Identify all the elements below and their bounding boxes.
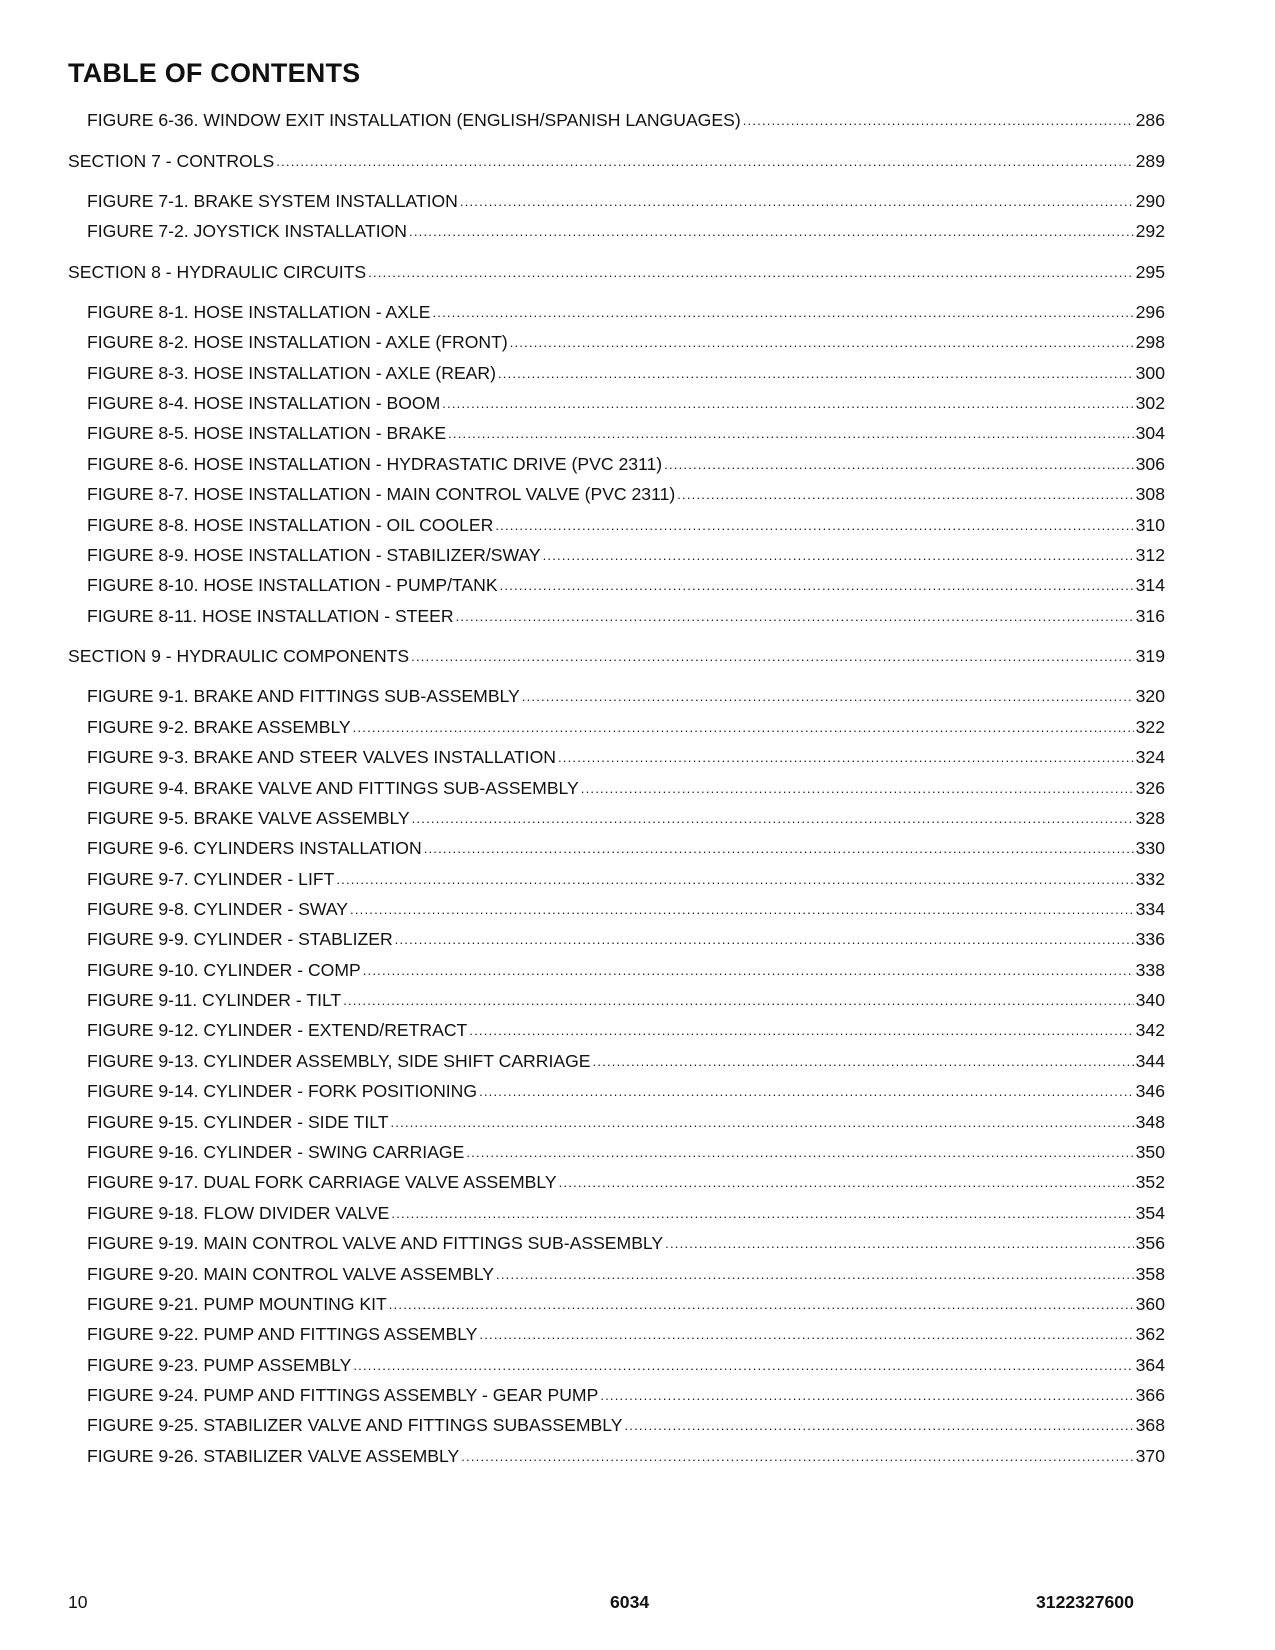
toc-dot-leader bbox=[363, 959, 1134, 983]
toc-entry-title[interactable]: FIGURE 7-1. BRAKE SYSTEM INSTALLATION bbox=[87, 191, 458, 211]
toc-dot-leader bbox=[466, 1141, 1133, 1165]
toc-entry-title[interactable]: FIGURE 9-16. CYLINDER - SWING CARRIAGE bbox=[87, 1142, 465, 1162]
toc-dot-leader bbox=[743, 109, 1134, 133]
toc-entry-title[interactable]: FIGURE 9-13. CYLINDER ASSEMBLY, SIDE SHIFT CARRIAGE bbox=[87, 1051, 591, 1071]
toc-entry-page-number[interactable]: 342 bbox=[1135, 1020, 1165, 1040]
toc-entry-title[interactable]: FIGURE 9-11. CYLINDER - TILT bbox=[87, 990, 342, 1010]
toc-figure-entry[interactable] bbox=[87, 330, 1165, 354]
toc-figure-entry[interactable] bbox=[87, 219, 1165, 243]
toc-entry-title[interactable]: FIGURE 9-7. CYLINDER - LIFT bbox=[87, 869, 335, 889]
toc-entry-page-number[interactable]: 304 bbox=[1135, 423, 1165, 443]
toc-dot-leader bbox=[469, 1019, 1133, 1043]
toc-entry-title[interactable]: FIGURE 8-10. HOSE INSTALLATION - PUMP/TANK bbox=[87, 575, 498, 595]
toc-dot-leader bbox=[461, 1445, 1133, 1469]
toc-figure-entry[interactable] bbox=[87, 604, 1165, 628]
toc-entry-title[interactable]: FIGURE 9-5. BRAKE VALVE ASSEMBLY bbox=[87, 808, 410, 828]
toc-dot-leader bbox=[390, 1111, 1133, 1135]
toc-entry-title[interactable]: FIGURE 8-4. HOSE INSTALLATION - BOOM bbox=[87, 393, 441, 413]
toc-entry-title[interactable]: FIGURE 6-36. WINDOW EXIT INSTALLATION (ENGLISH/SPANISH LANGUAGES) bbox=[87, 110, 741, 130]
toc-entry-title[interactable]: FIGURE 8-3. HOSE INSTALLATION - AXLE (REAR) bbox=[87, 363, 496, 383]
toc-entry-page-number[interactable]: 298 bbox=[1135, 332, 1165, 352]
toc-entry-page-number[interactable]: 352 bbox=[1135, 1172, 1165, 1192]
toc-entry-page-number[interactable]: 314 bbox=[1135, 575, 1165, 595]
toc-figure-entry[interactable] bbox=[87, 1170, 1165, 1194]
toc-figure-entry[interactable] bbox=[87, 482, 1165, 506]
toc-entry-page-number[interactable]: 302 bbox=[1135, 393, 1165, 413]
toc-figure-entry[interactable] bbox=[87, 836, 1165, 860]
toc-entry-page-number[interactable]: 295 bbox=[1135, 262, 1165, 282]
toc-entry-title[interactable]: FIGURE 9-8. CYLINDER - SWAY bbox=[87, 899, 349, 919]
toc-figure-entry[interactable] bbox=[87, 1201, 1165, 1225]
toc-entry-page-number[interactable]: 356 bbox=[1135, 1233, 1165, 1253]
toc-entry-title[interactable]: FIGURE 9-4. BRAKE VALVE AND FITTINGS SUB-ASSEMBLY bbox=[87, 778, 579, 798]
toc-entry-title[interactable]: FIGURE 8-7. HOSE INSTALLATION - MAIN CONTROL VALVE (PVC 2311) bbox=[87, 484, 676, 504]
toc-figure-entry[interactable] bbox=[87, 573, 1165, 597]
toc-entry-title[interactable]: FIGURE 9-20. MAIN CONTROL VALVE ASSEMBLY bbox=[87, 1264, 495, 1284]
toc-dot-leader bbox=[389, 1293, 1134, 1317]
toc-dot-leader bbox=[276, 150, 1133, 174]
toc-entry-title[interactable]: FIGURE 9-14. CYLINDER - FORK POSITIONING bbox=[87, 1081, 478, 1101]
toc-dot-leader bbox=[495, 514, 1133, 538]
toc-entry-page-number[interactable]: 326 bbox=[1135, 778, 1165, 798]
toc-entry-page-number[interactable]: 340 bbox=[1135, 990, 1165, 1010]
toc-dot-leader bbox=[395, 928, 1134, 952]
toc-entry-title[interactable]: FIGURE 9-12. CYLINDER - EXTEND/RETRACT bbox=[87, 1020, 468, 1040]
toc-entry-title[interactable]: FIGURE 8-5. HOSE INSTALLATION - BRAKE bbox=[87, 423, 447, 443]
toc-dot-leader bbox=[479, 1080, 1134, 1104]
toc-entry-page-number[interactable]: 289 bbox=[1135, 151, 1165, 171]
toc-entry-title[interactable]: FIGURE 9-2. BRAKE ASSEMBLY bbox=[87, 717, 351, 737]
toc-entry-page-number[interactable]: 358 bbox=[1135, 1264, 1165, 1284]
toc-figure-entry[interactable] bbox=[87, 715, 1165, 739]
toc-entry-page-number[interactable]: 360 bbox=[1135, 1294, 1165, 1314]
toc-figure-entry[interactable] bbox=[87, 300, 1165, 324]
toc-entry-title[interactable]: FIGURE 8-1. HOSE INSTALLATION - AXLE bbox=[87, 302, 431, 322]
toc-entry-title[interactable]: FIGURE 9-22. PUMP AND FITTINGS ASSEMBLY bbox=[87, 1324, 478, 1344]
toc-dot-leader bbox=[664, 453, 1133, 477]
toc-dot-leader bbox=[559, 1171, 1134, 1195]
toc-dot-leader bbox=[510, 331, 1134, 355]
toc-figure-entry[interactable] bbox=[87, 1353, 1165, 1377]
toc-figure-entry[interactable] bbox=[87, 189, 1165, 213]
toc-dot-leader bbox=[498, 362, 1134, 386]
toc-figure-entry[interactable] bbox=[87, 391, 1165, 415]
toc-entry-title[interactable]: FIGURE 9-17. DUAL FORK CARRIAGE VALVE ASSEMBLY bbox=[87, 1172, 557, 1192]
toc-figure-entry[interactable] bbox=[87, 361, 1165, 385]
toc-dot-leader bbox=[456, 605, 1134, 629]
footer-page-number: 10 bbox=[68, 1592, 88, 1612]
toc-dot-leader bbox=[593, 1050, 1134, 1074]
toc-entry-page-number[interactable]: 368 bbox=[1135, 1415, 1165, 1435]
toc-figure-entry[interactable] bbox=[87, 421, 1165, 445]
toc-entry-title[interactable]: FIGURE 8-8. HOSE INSTALLATION - OIL COOLER bbox=[87, 515, 494, 535]
toc-entry-page-number[interactable]: 316 bbox=[1135, 606, 1165, 626]
toc-entry-page-number[interactable]: 330 bbox=[1135, 838, 1165, 858]
toc-figure-entry[interactable] bbox=[87, 1018, 1165, 1042]
toc-entry-page-number[interactable]: 324 bbox=[1135, 747, 1165, 767]
toc-entry-page-number[interactable]: 332 bbox=[1135, 869, 1165, 889]
toc-entry-page-number[interactable]: 306 bbox=[1135, 454, 1165, 474]
toc-entry-title[interactable]: FIGURE 8-11. HOSE INSTALLATION - STEER bbox=[87, 606, 454, 626]
toc-figure-entry[interactable] bbox=[87, 897, 1165, 921]
footer-document-number: 3122327600 bbox=[1036, 1592, 1134, 1612]
toc-dot-leader bbox=[343, 989, 1133, 1013]
toc-entry-page-number[interactable]: 370 bbox=[1135, 1446, 1165, 1466]
toc-dot-leader bbox=[442, 392, 1133, 416]
toc-dot-leader bbox=[391, 1202, 1133, 1226]
toc-figure-entry[interactable] bbox=[87, 1444, 1165, 1468]
toc-figure-entry[interactable] bbox=[87, 776, 1165, 800]
toc-entry-title[interactable]: SECTION 7 - CONTROLS bbox=[68, 151, 275, 171]
toc-entry-page-number[interactable]: 350 bbox=[1135, 1142, 1165, 1162]
toc-figure-entry[interactable] bbox=[87, 1231, 1165, 1255]
toc-dot-leader bbox=[353, 716, 1134, 740]
toc-entry-title[interactable]: FIGURE 8-6. HOSE INSTALLATION - HYDRASTATIC DRIVE (PVC 2311) bbox=[87, 454, 663, 474]
toc-entry-page-number[interactable]: 366 bbox=[1135, 1385, 1165, 1405]
toc-entry-title[interactable]: FIGURE 9-6. CYLINDERS INSTALLATION bbox=[87, 838, 422, 858]
toc-dot-leader bbox=[460, 190, 1134, 214]
toc-figure-entry[interactable] bbox=[87, 1110, 1165, 1134]
toc-entry-page-number[interactable]: 348 bbox=[1135, 1112, 1165, 1132]
footer-model: 6034 bbox=[610, 1592, 650, 1612]
toc-figure-entry[interactable] bbox=[87, 745, 1165, 769]
toc-entry-page-number[interactable]: 319 bbox=[1135, 646, 1165, 666]
toc-section-entry[interactable] bbox=[68, 149, 1165, 173]
toc-dot-leader bbox=[353, 1354, 1133, 1378]
toc-dot-leader bbox=[433, 301, 1134, 325]
toc-figure-entry[interactable] bbox=[87, 988, 1165, 1012]
toc-entry-title[interactable]: FIGURE 9-1. BRAKE AND FITTINGS SUB-ASSEMBLY bbox=[87, 686, 520, 706]
toc-figure-entry[interactable] bbox=[87, 867, 1165, 891]
toc-dot-leader bbox=[665, 1232, 1133, 1256]
toc-section-entry[interactable] bbox=[68, 644, 1165, 668]
toc-entry-page-number[interactable]: 362 bbox=[1135, 1324, 1165, 1344]
toc-entry-page-number[interactable]: 322 bbox=[1135, 717, 1165, 737]
toc-figure-entry[interactable] bbox=[87, 1140, 1165, 1164]
toc-dot-leader bbox=[448, 422, 1134, 446]
toc-entry-page-number[interactable]: 336 bbox=[1135, 929, 1165, 949]
toc-figure-entry[interactable] bbox=[87, 958, 1165, 982]
page-title: TABLE OF CONTENTS bbox=[68, 58, 361, 88]
toc-entry-page-number[interactable]: 320 bbox=[1135, 686, 1165, 706]
toc-figure-entry[interactable] bbox=[87, 452, 1165, 476]
toc-entry-page-number[interactable]: 354 bbox=[1135, 1203, 1165, 1223]
toc-figure-entry[interactable] bbox=[87, 108, 1165, 132]
toc-dot-leader bbox=[496, 1263, 1134, 1287]
toc-entry-page-number[interactable]: 364 bbox=[1135, 1355, 1165, 1375]
toc-dot-leader bbox=[522, 685, 1134, 709]
toc-dot-leader bbox=[581, 777, 1134, 801]
toc-dot-leader bbox=[409, 220, 1134, 244]
toc-entry-page-number[interactable]: 344 bbox=[1135, 1051, 1165, 1071]
toc-section-entry[interactable] bbox=[68, 260, 1165, 284]
toc-entry-page-number[interactable]: 334 bbox=[1135, 899, 1165, 919]
toc-figure-entry[interactable] bbox=[87, 1292, 1165, 1316]
toc-entry-title[interactable]: FIGURE 9-21. PUMP MOUNTING KIT bbox=[87, 1294, 387, 1314]
toc-dot-leader bbox=[336, 868, 1133, 892]
toc-entry-page-number[interactable]: 310 bbox=[1135, 515, 1165, 535]
toc-entry-title[interactable]: FIGURE 9-19. MAIN CONTROL VALVE AND FITTINGS SUB-ASSEMBLY bbox=[87, 1233, 664, 1253]
toc-dot-leader bbox=[558, 746, 1134, 770]
toc-entry-title[interactable]: FIGURE 9-9. CYLINDER - STABLIZER bbox=[87, 929, 393, 949]
toc-entry-title[interactable]: SECTION 8 - HYDRAULIC CIRCUITS bbox=[68, 262, 367, 282]
toc-dot-leader bbox=[600, 1384, 1133, 1408]
toc-entry-title[interactable]: FIGURE 9-24. PUMP AND FITTINGS ASSEMBLY - GEAR PUMP bbox=[87, 1385, 599, 1405]
toc-dot-leader bbox=[368, 261, 1133, 285]
toc-dot-leader bbox=[424, 837, 1134, 861]
toc-entry-title[interactable]: FIGURE 8-2. HOSE INSTALLATION - AXLE (FRONT) bbox=[87, 332, 508, 352]
toc-dot-leader bbox=[350, 898, 1134, 922]
toc-dot-leader bbox=[479, 1323, 1133, 1347]
toc-entry-page-number[interactable]: 286 bbox=[1135, 110, 1165, 130]
toc-entry-title[interactable]: FIGURE 9-26. STABILIZER VALVE ASSEMBLY bbox=[87, 1446, 460, 1466]
toc-figure-entry[interactable] bbox=[87, 806, 1165, 830]
toc-entry-page-number[interactable]: 308 bbox=[1135, 484, 1165, 504]
toc-entry-page-number[interactable]: 346 bbox=[1135, 1081, 1165, 1101]
toc-figure-entry[interactable] bbox=[87, 927, 1165, 951]
toc-entry-page-number[interactable]: 328 bbox=[1135, 808, 1165, 828]
toc-figure-entry[interactable] bbox=[87, 1049, 1165, 1073]
toc-dot-leader bbox=[543, 544, 1134, 568]
toc-dot-leader bbox=[677, 483, 1133, 507]
toc-entry-title[interactable]: FIGURE 9-18. FLOW DIVIDER VALVE bbox=[87, 1203, 390, 1223]
toc-entry-title[interactable]: FIGURE 9-3. BRAKE AND STEER VALVES INSTALLATION bbox=[87, 747, 556, 767]
toc-entry-page-number[interactable]: 300 bbox=[1135, 363, 1165, 383]
toc-entry-title[interactable]: FIGURE 9-23. PUMP ASSEMBLY bbox=[87, 1355, 352, 1375]
toc-entry-title[interactable]: SECTION 9 - HYDRAULIC COMPONENTS bbox=[68, 646, 410, 666]
toc-figure-entry[interactable] bbox=[87, 513, 1165, 537]
toc-entry-page-number[interactable]: 296 bbox=[1135, 302, 1165, 322]
toc-entry-page-number[interactable]: 338 bbox=[1135, 960, 1165, 980]
toc-figure-entry[interactable] bbox=[87, 1322, 1165, 1346]
toc-entry-title[interactable]: FIGURE 8-9. HOSE INSTALLATION - STABILIZER/SWAY bbox=[87, 545, 541, 565]
toc-entry-title[interactable]: FIGURE 7-2. JOYSTICK INSTALLATION bbox=[87, 221, 408, 241]
toc-entry-page-number[interactable]: 292 bbox=[1135, 221, 1165, 241]
toc-figure-entry[interactable] bbox=[87, 1383, 1165, 1407]
toc-figure-entry[interactable] bbox=[87, 543, 1165, 567]
toc-entry-page-number[interactable]: 312 bbox=[1135, 545, 1165, 565]
toc-figure-entry[interactable] bbox=[87, 1079, 1165, 1103]
toc-entry-title[interactable]: FIGURE 9-25. STABILIZER VALVE AND FITTINGS SUBASSEMBLY bbox=[87, 1415, 623, 1435]
toc-figure-entry[interactable] bbox=[87, 1262, 1165, 1286]
toc-entry-title[interactable]: FIGURE 9-15. CYLINDER - SIDE TILT bbox=[87, 1112, 389, 1132]
toc-dot-leader bbox=[500, 574, 1134, 598]
toc-figure-entry[interactable] bbox=[87, 1413, 1165, 1437]
toc-dot-leader bbox=[411, 645, 1133, 669]
toc-dot-leader bbox=[412, 807, 1134, 831]
toc-entry-page-number[interactable]: 290 bbox=[1135, 191, 1165, 211]
toc-entry-title[interactable]: FIGURE 9-10. CYLINDER - COMP bbox=[87, 960, 361, 980]
toc-figure-entry[interactable] bbox=[87, 684, 1165, 708]
toc-dot-leader bbox=[624, 1414, 1133, 1438]
